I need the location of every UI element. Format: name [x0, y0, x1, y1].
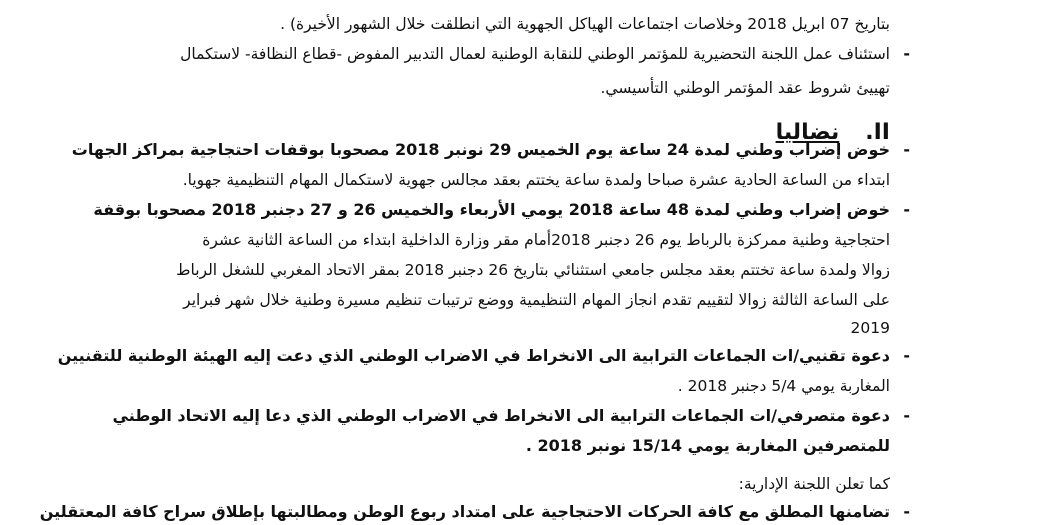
section-number: II. — [865, 120, 890, 145]
text-line: دعوة تقنيي/ات الجماعات الترابية الى الانخراط في الاضراب الوطني الذي دعت إليه الهيئة الوطنية للتقنيين — [57, 346, 890, 365]
text-line: زوالا ولمدة ساعة تختتم بعقد مجلس جامعي استثنائي بتاريخ 26 دجنبر 2018 بمقر الاتحاد المغربي للشغل الرباط — [176, 261, 890, 279]
text-line: دعوة متصرفي/ات الجماعات الترابية الى الانخراط في الاضراب الوطني الذي دعا إليه الاتحاد الوطني — [112, 406, 890, 425]
text-line: استئناف عمل اللجنة التحضيرية للمؤتمر الوطني للنقابة الوطنية لعمال التدبير المفوض -قطاع النظافة- لاستكمال — [180, 45, 890, 63]
bullet-marker: - — [903, 44, 910, 63]
text-line: احتجاجية وطنية ممركزة بالرباط يوم 26 دجنبر 2018أمام مقر وزارة الداخلية ابتداء من الساعة الثانية عشرة — [202, 231, 890, 249]
text-line: المغاربة يومي 5/4 دجنبر 2018 . — [677, 377, 890, 395]
text-line: ابتداء من الساعة الحادية عشرة صباحا ولمدة ساعة يختتم بعقد مجالس جهوية لاستكمال المهام التنظيمية جهويا. — [182, 171, 890, 189]
text-line: كما تعلن اللجنة الإدارية: — [738, 475, 890, 493]
bullet-marker: - — [903, 200, 910, 219]
text-line: تهييئ شروط عقد المؤتمر الوطني التأسيسي. — [600, 79, 890, 97]
text-line: تضامنها المطلق مع كافة الحركات الاحتجاجية على امتداد ربوع الوطن ومطالبتها بإطلاق سراح كافة المعتقلين — [39, 502, 890, 521]
text-line: خوض إضراب وطني لمدة 48 ساعة 2018 يومي الأربعاء والخميس 26 و 27 دجنبر 2018 مصحوبا بوقفة — [93, 200, 890, 219]
bullet-marker: - — [903, 502, 910, 521]
section-title: نضاليا — [775, 120, 840, 145]
text-line: للمتصرفين المغاربة يومي 15/14 نونبر 2018 . — [525, 436, 890, 455]
text-line: 2019 — [850, 319, 890, 337]
text-line: على الساعة الثالثة زوالا لتقييم تقدم انجاز المهام التنظيمية ووضع ترتيبات تنظيم مسيرة وطنية خلال شهر فبراير — [183, 291, 890, 309]
bullet-marker: - — [903, 406, 910, 425]
bullet-marker: - — [903, 346, 910, 365]
text-line: خوض إضراب وطني لمدة 24 ساعة يوم الخميس 29 نونبر 2018 مصحوبا بوقفات احتجاجية بمراكز الجهات — [71, 140, 890, 159]
text-line: بتاريخ 07 ابريل 2018 وخلاصات اجتماعات الهياكل الجهوية التي انطلقت خلال الشهور الأخيرة) . — [280, 15, 890, 33]
bullet-marker: - — [903, 140, 910, 159]
